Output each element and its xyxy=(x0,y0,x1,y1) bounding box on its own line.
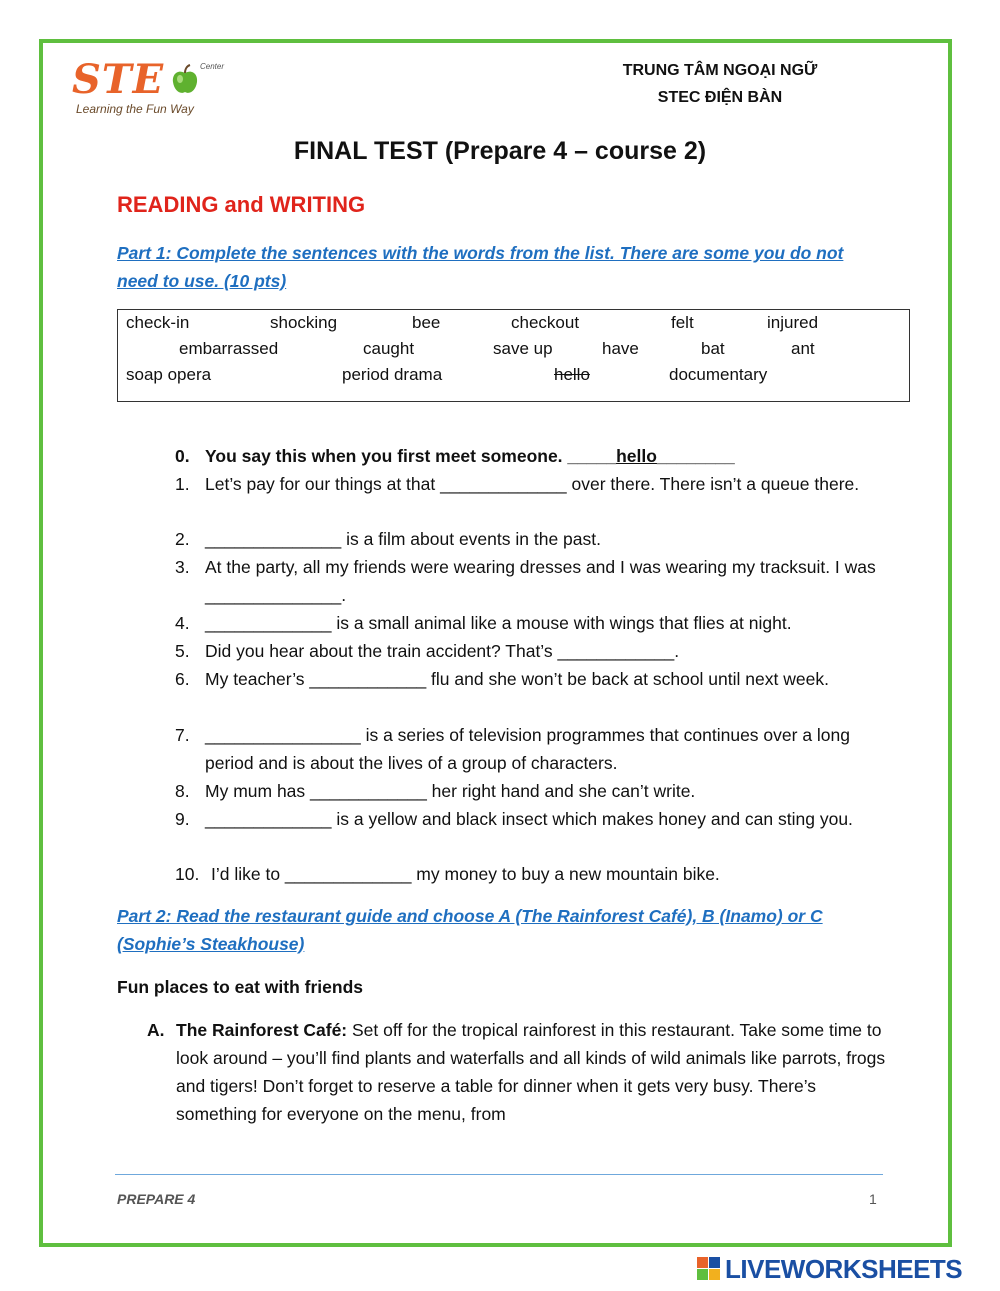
question-number: 5. xyxy=(175,641,190,661)
page-title: FINAL TEST (Prepare 4 – course 2) xyxy=(293,137,707,165)
word-item: caught xyxy=(363,339,415,358)
question-text: My mum has ____________ her right hand and she can’t write. xyxy=(205,781,696,801)
word-item: documentary xyxy=(669,365,768,384)
guide-subheading: Fun places to eat with friends xyxy=(117,977,364,997)
question-0 xyxy=(175,442,895,470)
word-item: shocking xyxy=(270,313,338,332)
question-text: My teacher’s ____________ flu and she won’t be back at school until next week. xyxy=(205,669,829,689)
question-number: 7. xyxy=(175,725,190,745)
apple-icon xyxy=(170,64,200,96)
section-heading: READING and WRITING xyxy=(117,192,366,217)
entry-name: The Rainforest Café: xyxy=(176,1020,348,1040)
liveworksheets-blocks-icon xyxy=(697,1257,721,1281)
question-number: 4. xyxy=(175,613,190,633)
question-number: 6. xyxy=(175,669,190,689)
question-text: At the party, all my friends were wearing dresses and I was wearing my tracksuit. I was ______________. xyxy=(205,557,876,605)
question-6 xyxy=(175,665,895,693)
word-item: period drama xyxy=(342,365,443,384)
word-item: bee xyxy=(412,313,441,332)
question-7 xyxy=(175,721,895,777)
word-item-used: hello xyxy=(554,365,590,384)
word-item: embarrassed xyxy=(179,339,279,358)
question-number: 1. xyxy=(175,474,190,494)
liveworksheets-logo xyxy=(697,1254,997,1284)
word-item: check-in xyxy=(126,313,190,332)
question-text: _____________ is a yellow and black insect which makes honey and can sting you. xyxy=(205,809,853,829)
word-item: ant xyxy=(791,339,815,358)
question-4 xyxy=(175,609,895,637)
question-number: 2. xyxy=(175,529,190,549)
word-item: injured xyxy=(767,313,819,332)
word-item: felt xyxy=(671,313,694,332)
question-10 xyxy=(175,860,895,888)
question-text: ________________ is a series of television programmes that continues over a long period and is about the lives of a group of characters. xyxy=(205,725,850,773)
question-number: 3. xyxy=(175,557,190,577)
word-item: have xyxy=(602,339,639,358)
footer-title: PREPARE 4 xyxy=(117,1191,196,1207)
question-1 xyxy=(175,470,895,498)
logo-text: STE xyxy=(72,56,165,103)
liveworksheets-text: LIVEWORKSHEETS xyxy=(725,1254,963,1284)
question-number: 0. xyxy=(175,446,190,466)
center-name-line2: STEC ĐIỆN BÀN xyxy=(657,89,783,106)
question-text: Did you hear about the train accident? That’s ____________. xyxy=(205,641,680,661)
question-5 xyxy=(175,637,895,665)
logo-tagline: Learning the Fun Way xyxy=(76,102,194,116)
ste-logo xyxy=(72,56,225,123)
part2-instruction: Part 2: Read the restaurant guide and choose A (The Rainforest Café), B (Inamo) or C (Sophie’s Steakhouse) xyxy=(117,906,823,954)
entry-text: Set off for the tropical rainforest in this restaurant. Take some time to look around – you’ll find plants and waterfalls and all kinds of wild animals like parrots, frogs and tigers! Don’t forget to reserve a table for dinner when it gets very busy. There’s something for everyone on the menu, from xyxy=(176,1020,886,1124)
question-text: Let’s pay for our things at that _____________ over there. There isn’t a queue there. xyxy=(205,474,860,494)
question-9 xyxy=(175,805,895,833)
question-text: ______________ is a film about events in the past. xyxy=(205,529,601,549)
question-2 xyxy=(175,525,895,553)
center-name-line1: TRUNG TÂM NGOẠI NGỮ xyxy=(622,62,818,79)
question-8 xyxy=(175,777,895,805)
word-list-box xyxy=(117,309,910,402)
word-item: bat xyxy=(701,339,725,358)
footer-divider xyxy=(115,1174,883,1175)
logo-center-text: Center xyxy=(200,62,225,71)
question-text: _____________ is a small animal like a mouse with wings that flies at night. xyxy=(205,613,792,633)
question-number: 10. xyxy=(175,864,200,884)
question-text-after: ________ xyxy=(656,446,735,466)
question-text xyxy=(205,442,895,470)
entry-letter: A. xyxy=(147,1020,165,1040)
guide-entry-a xyxy=(147,1016,887,1128)
page-number: 1 xyxy=(869,1191,877,1207)
question-text: I’d like to _____________ my money to buy a new mountain bike. xyxy=(211,864,720,884)
example-answer: hello xyxy=(616,446,657,466)
question-number: 9. xyxy=(175,809,190,829)
word-item: save up xyxy=(493,339,553,358)
word-item: soap opera xyxy=(126,365,212,384)
part1-instruction: Part 1: Complete the sentences with the words from the list. There are some you do not need to use. (10 pts) xyxy=(117,243,844,291)
word-item: checkout xyxy=(511,313,580,332)
question-3 xyxy=(175,553,895,609)
question-number: 8. xyxy=(175,781,190,801)
question-text-before: You say this when you first meet someone. _____ xyxy=(205,446,617,466)
entry-body xyxy=(176,1016,887,1128)
